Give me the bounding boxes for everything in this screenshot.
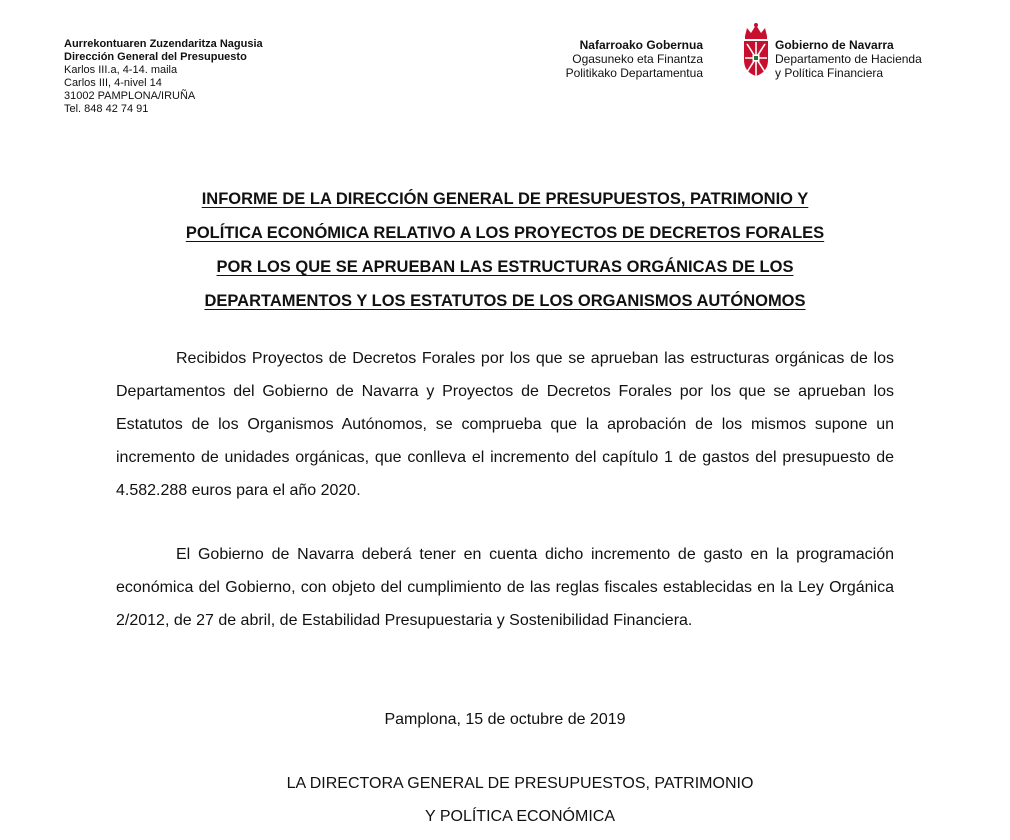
navarra-coat-of-arms-icon	[740, 22, 772, 84]
letterhead-basque	[566, 38, 703, 80]
postal-city: 31002 PAMPLONA/IRUÑA	[64, 90, 196, 102]
body-paragraph-1: Recibidos Proyectos de Decretos Forales por los que se aprueban las estructuras orgánicas de los Departamentos del Gobierno de Navarra y Proyectos de Decretos Forales por los que se aprueban los Estatutos de los Organismos Autónomos, se comprueba que la aprobación de los mismos supone un incremento de unidades orgánicas, que conlleva el incremento del capítulo 1 de gastos del presupuesto de 4.582.288 euros para el año 2020.	[116, 350, 894, 499]
title-line: DEPARTAMENTOS Y LOS ESTATUTOS DE LOS ORGANISMOS AUTÓNOMOS	[204, 292, 806, 310]
dept-name-es: Dirección General del Presupuesto	[64, 51, 247, 63]
address-eu: Karlos III.a, 4-14. maila	[64, 64, 178, 76]
government-name-eu: Nafarroako Gobernua	[579, 38, 703, 52]
department-es-line2: y Política Financiera	[775, 66, 884, 80]
government-name-es: Gobierno de Navarra	[775, 38, 894, 52]
government-letterhead	[555, 22, 975, 92]
signatory-title-line2: Y POLÍTICA ECONÓMICA	[425, 808, 615, 825]
title-line: INFORME DE LA DIRECCIÓN GENERAL DE PRESUPUESTOS, PATRIMONIO Y	[201, 190, 809, 208]
department-eu-line1: Ogasuneko eta Finantza	[572, 52, 703, 66]
sender-address-block	[64, 38, 263, 116]
title-line: POR LOS QUE SE APRUEBAN LAS ESTRUCTURAS ORGÁNICAS DE LOS	[216, 258, 794, 276]
department-eu-line2: Politikako Departamentua	[565, 66, 703, 80]
dept-name-eu: Aurrekontuaren Zuzendaritza Nagusia	[64, 38, 263, 50]
address-es: Carlos III, 4-nivel 14	[64, 77, 162, 89]
letterhead-spanish	[775, 38, 922, 80]
signature-block	[0, 767, 1010, 833]
place-and-date: Pamplona, 15 de octubre de 2019	[384, 711, 626, 728]
signatory-title-line1: LA DIRECTORA GENERAL DE PRESUPUESTOS, PATRIMONIO	[286, 775, 754, 792]
title-line: POLÍTICA ECONÓMICA RELATIVO A LOS PROYECTOS DE DECRETOS FORALES	[185, 224, 825, 242]
department-es-line1: Departamento de Hacienda	[775, 52, 922, 66]
report-title	[100, 182, 910, 318]
phone-number: Tel. 848 42 74 91	[64, 103, 149, 115]
body-paragraph-2: El Gobierno de Navarra deberá tener en cuenta dicho incremento de gasto en la programación económica del Gobierno, con objeto del cumplimiento de las reglas fiscales establecidas en la Ley Orgánica 2/2012, de 27 de abril, de Estabilidad Presupuestaria y Sostenibilidad Financiera.	[116, 546, 894, 629]
